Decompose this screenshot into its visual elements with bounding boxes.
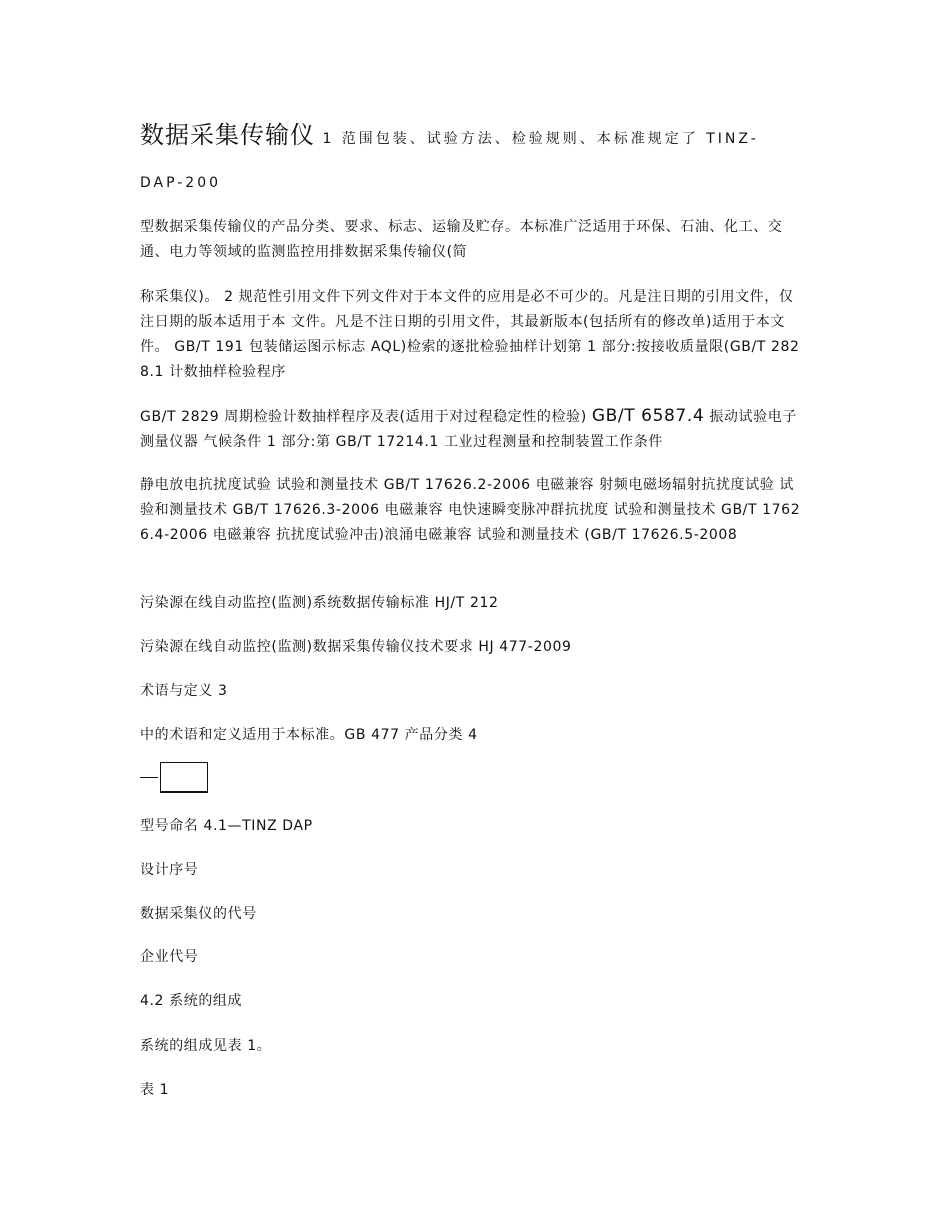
title-line bbox=[140, 120, 808, 157]
standards-text-b: 振动试验电子测量仪器 气候条件 1 部分:第 GB/T 17214.1 工业过程测量和控制装置工作条件 bbox=[140, 409, 797, 450]
standards-text-emphasis: GB/T 6587.4 bbox=[591, 406, 705, 426]
model-naming-line: 型号命名 4.1—TINZ DAP bbox=[140, 818, 313, 834]
normative-references-paragraph: 称采集仪)。 2 规范性引用文件下列文件对于本文件的应用是必不可少的。凡是注日期的引用文件，仅注日期的版本适用于本 文件。凡是不注日期的引用文件，其最新版本(包括所有的修改单)适用于本文件。 GB/T 191 包装储运图示标志 AQL)检索的逐批检验抽样计划第 1 部分:按接收质量限(GB/T 2828.1 计数抽样检验程序 bbox=[140, 289, 800, 380]
standards-text-a: GB/T 2829 周期检验计数抽样程序及表(适用于对过程稳定性的检验) bbox=[140, 409, 592, 425]
scope-paragraph: 型数据采集传输仪的产品分类、要求、标志、运输及贮存。本标准广泛适用于环保、石油、化工、交通、电力等领域的监测监控用排数据采集传输仪(简 bbox=[140, 219, 783, 260]
diagram-box bbox=[160, 762, 208, 793]
standards-paragraph bbox=[140, 404, 808, 455]
table-1-label: 表 1 bbox=[140, 1082, 170, 1098]
section-4-2-heading: 4.2 系统的组成 bbox=[140, 993, 243, 1009]
terms-body: 中的术语和定义适用于本标准。GB 477 产品分类 4 bbox=[140, 727, 478, 743]
diagram-dash bbox=[140, 777, 158, 778]
hj477-line: 污染源在线自动监控(监测)数据采集传输仪技术要求 HJ 477-2009 bbox=[140, 639, 572, 655]
collector-code-line: 数据采集仪的代号 bbox=[140, 906, 257, 922]
see-table-line: 系统的组成见表 1。 bbox=[140, 1038, 272, 1054]
model-number-line: DAP-200 bbox=[140, 175, 222, 191]
terms-heading: 术语与定义 3 bbox=[140, 683, 228, 699]
design-serial-line: 设计序号 bbox=[140, 862, 199, 878]
emc-standards-paragraph: 静电放电抗扰度试验 试验和测量技术 GB/T 17626.2-2006 电磁兼容 射频电磁场辐射抗扰度试验 试验和测量技术 GB/T 17626.3-2006 电磁兼容 电快速瞬变脉冲群抗扰度 试验和测量技术 GB/T 17626.4-2006 电磁兼容 抗扰度试验冲击)浪涌电磁兼容 试验和测量技术 (GB/T 17626.5-2008 bbox=[140, 477, 801, 543]
hj212-line: 污染源在线自动监控(监测)系统数据传输标准 HJ/T 212 bbox=[140, 595, 499, 611]
document-title: 数据采集传输仪 bbox=[140, 121, 315, 149]
model-diagram bbox=[140, 762, 240, 794]
enterprise-code-line: 企业代号 bbox=[140, 949, 199, 965]
scope-intro: 1 范围包装、试验方法、检验规则、本标准规定了 TINZ- bbox=[315, 131, 759, 147]
